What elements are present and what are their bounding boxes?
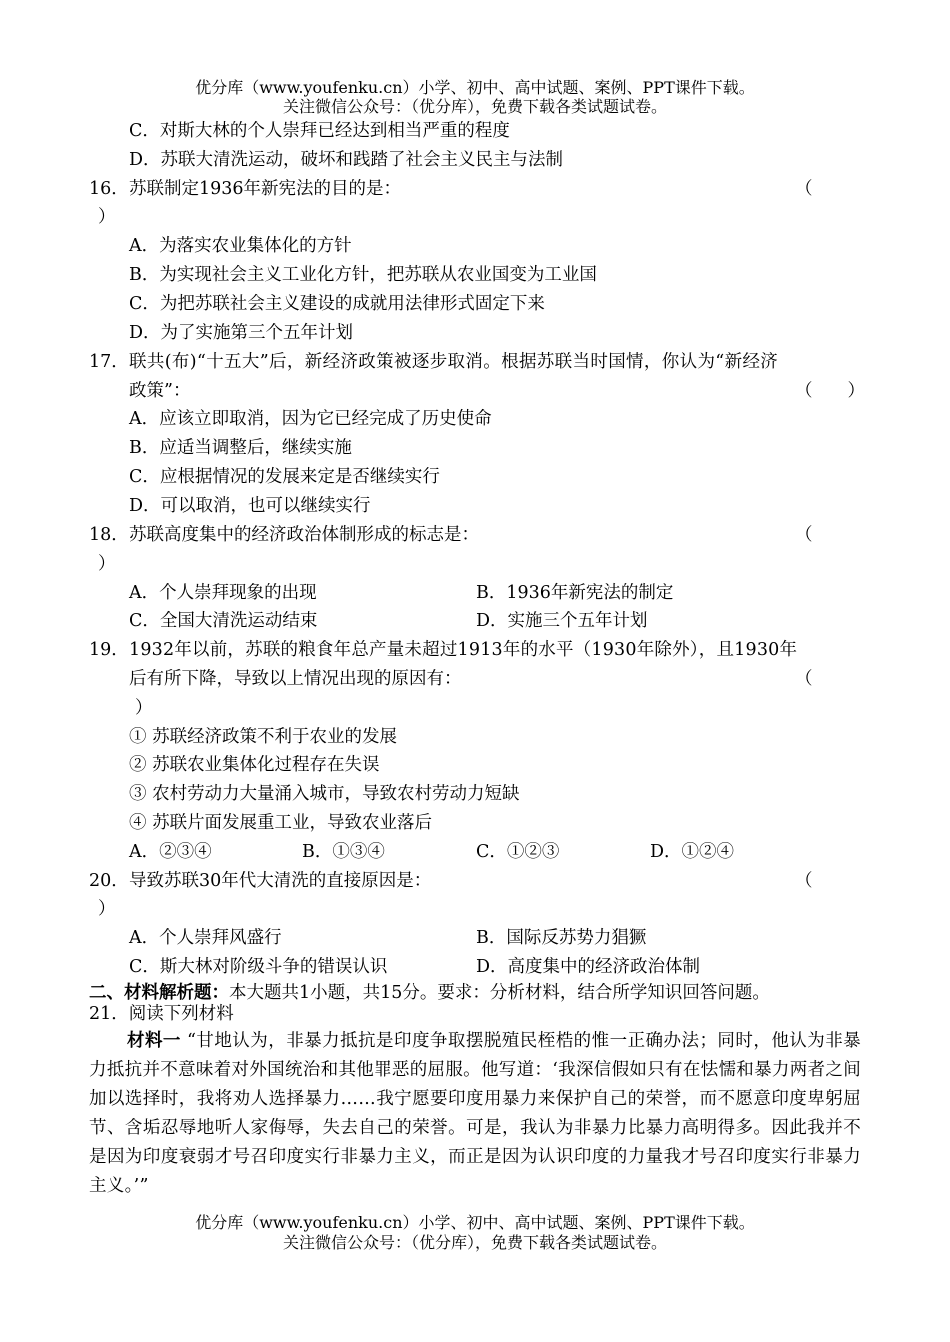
q19-option-b: B．①③④ [302, 842, 385, 862]
q17-stem-line2: 政策”： [129, 381, 191, 401]
q19-item-1: ① 苏联经济政策不利于农业的发展 [129, 727, 398, 747]
q17-option-c: C．应根据情况的发展来定是否继续实行 [129, 467, 440, 487]
q21-intro: 21．阅读下列材料 [89, 1004, 234, 1024]
q21-material-label: 材料一 [127, 1031, 181, 1051]
q20-option-a: A．个人崇拜风盛行 [129, 928, 282, 948]
q19-stem-line1: 1932年以前，苏联的粮食年总产量未超过1913年的水平（1930年除外），且1930年 [129, 640, 798, 660]
q16-answer-paren-close: ） [98, 207, 116, 227]
q17-number: 17． [89, 352, 129, 372]
q17-stem-line1: 联共(布)“十五大”后，新经济政策被逐步取消。根据苏联当时国情，你认为“新经济 [129, 352, 779, 372]
page-header-line1: 优分库（www.youfenku.cn）小学、初中、高中试题、案例、PPT课件下载。 [195, 78, 755, 97]
q17-answer-paren: （ ） [795, 381, 865, 401]
q17-option-d: D．可以取消，也可以继续实行 [129, 496, 371, 516]
q16-option-b: B．为实现社会主义工业化方针，把苏联从农业国变为工业国 [129, 265, 597, 285]
q17-option-b: B．应适当调整后，继续实施 [129, 438, 352, 458]
q18-option-b: B．1936年新宪法的制定 [476, 583, 674, 603]
q15-option-c: C．对斯大林的个人崇拜已经达到相当严重的程度 [129, 121, 510, 141]
q20-stem: 导致苏联30年代大清洗的直接原因是： [129, 871, 432, 891]
page-header-line2: 关注微信公众号：（优分库），免费下载各类试题试卷。 [282, 97, 667, 116]
q16-option-c: C．为把苏联社会主义建设的成就用法律形式固定下来 [129, 294, 545, 314]
q20-option-c: C．斯大林对阶级斗争的错误认识 [129, 957, 388, 977]
q19-answer-paren-open: （ [795, 669, 813, 689]
q20-answer-paren-open: （ [795, 871, 813, 891]
q18-stem: 苏联高度集中的经济政治体制形成的标志是： [129, 525, 479, 545]
q21-material-1 [89, 1027, 861, 1201]
q16-option-d: D．为了实施第三个五年计划 [129, 323, 354, 343]
q20-number: 20． [89, 871, 129, 891]
q16-answer-paren-open: （ [795, 179, 813, 199]
q20-option-d: D．高度集中的经济政治体制 [476, 957, 701, 977]
q19-answer-paren-close: ） [135, 698, 153, 718]
q20-answer-paren-close: ） [98, 899, 116, 919]
q16-option-a: A．为落实农业集体化的方针 [129, 236, 352, 256]
q18-option-a: A．个人崇拜现象的出现 [129, 583, 317, 603]
page-footer-line2: 关注微信公众号：（优分库），免费下载各类试题试卷。 [282, 1233, 667, 1252]
section2-desc: 本大题共1小题，共15分。要求：分析材料，结合所学知识回答问题。 [229, 983, 770, 1003]
q15-option-d: D．苏联大清洗运动，破坏和践踏了社会主义民主与法制 [129, 150, 564, 170]
q18-option-c: C．全国大清洗运动结束 [129, 611, 318, 631]
q18-option-d: D．实施三个五年计划 [476, 611, 648, 631]
q19-item-4: ④ 苏联片面发展重工业，导致农业落后 [129, 813, 433, 833]
q21-material-text: “甘地认为，非暴力抵抗是印度争取摆脱殖民桎梏的惟一正确办法；同时，他认为非暴力抵抗并不意味着对外国统治和其他罪恶的屈服。他写道：‘我深信假如只有在怯懦和暴力两者之间加以选择时，我将劝人选择暴力……我宁愿要印度用暴力来保护自己的荣誉，而不愿意印度卑躬屈节、含垢忍辱地听人家侮辱，失去自己的荣誉。可是，我认为非暴力比暴力高明得多。因此我并不是因为印度衰弱才号召印度实行非暴力主义，而正是因为认识印度的力量我才号召印度实行非暴力主义。’” [89, 1031, 861, 1196]
q19-option-a: A．②③④ [129, 842, 212, 862]
q19-item-3: ③ 农村劳动力大量涌入城市，导致农村劳动力短缺 [129, 784, 520, 804]
page-footer-line1: 优分库（www.youfenku.cn）小学、初中、高中试题、案例、PPT课件下载。 [195, 1213, 755, 1232]
q18-answer-paren-open: （ [795, 525, 813, 545]
q19-stem-line2: 后有所下降，导致以上情况出现的原因有： [129, 669, 462, 689]
q19-option-c: C．①②③ [476, 842, 560, 862]
q20-option-b: B．国际反苏势力猖獗 [476, 928, 647, 948]
q16-stem: 苏联制定1936年新宪法的目的是： [129, 179, 402, 199]
q18-number: 18． [89, 525, 129, 545]
q19-number: 19． [89, 640, 129, 660]
section2-heading [89, 982, 770, 1004]
q17-option-a: A．应该立即取消，因为它已经完成了历史使命 [129, 409, 492, 429]
q19-item-2: ② 苏联农业集体化过程存在失误 [129, 755, 380, 775]
q16-number: 16． [89, 179, 129, 199]
section2-title: 二、材料解析题： [89, 983, 229, 1003]
q18-answer-paren-close: ） [98, 554, 116, 574]
q19-option-d: D．①②④ [650, 842, 735, 862]
